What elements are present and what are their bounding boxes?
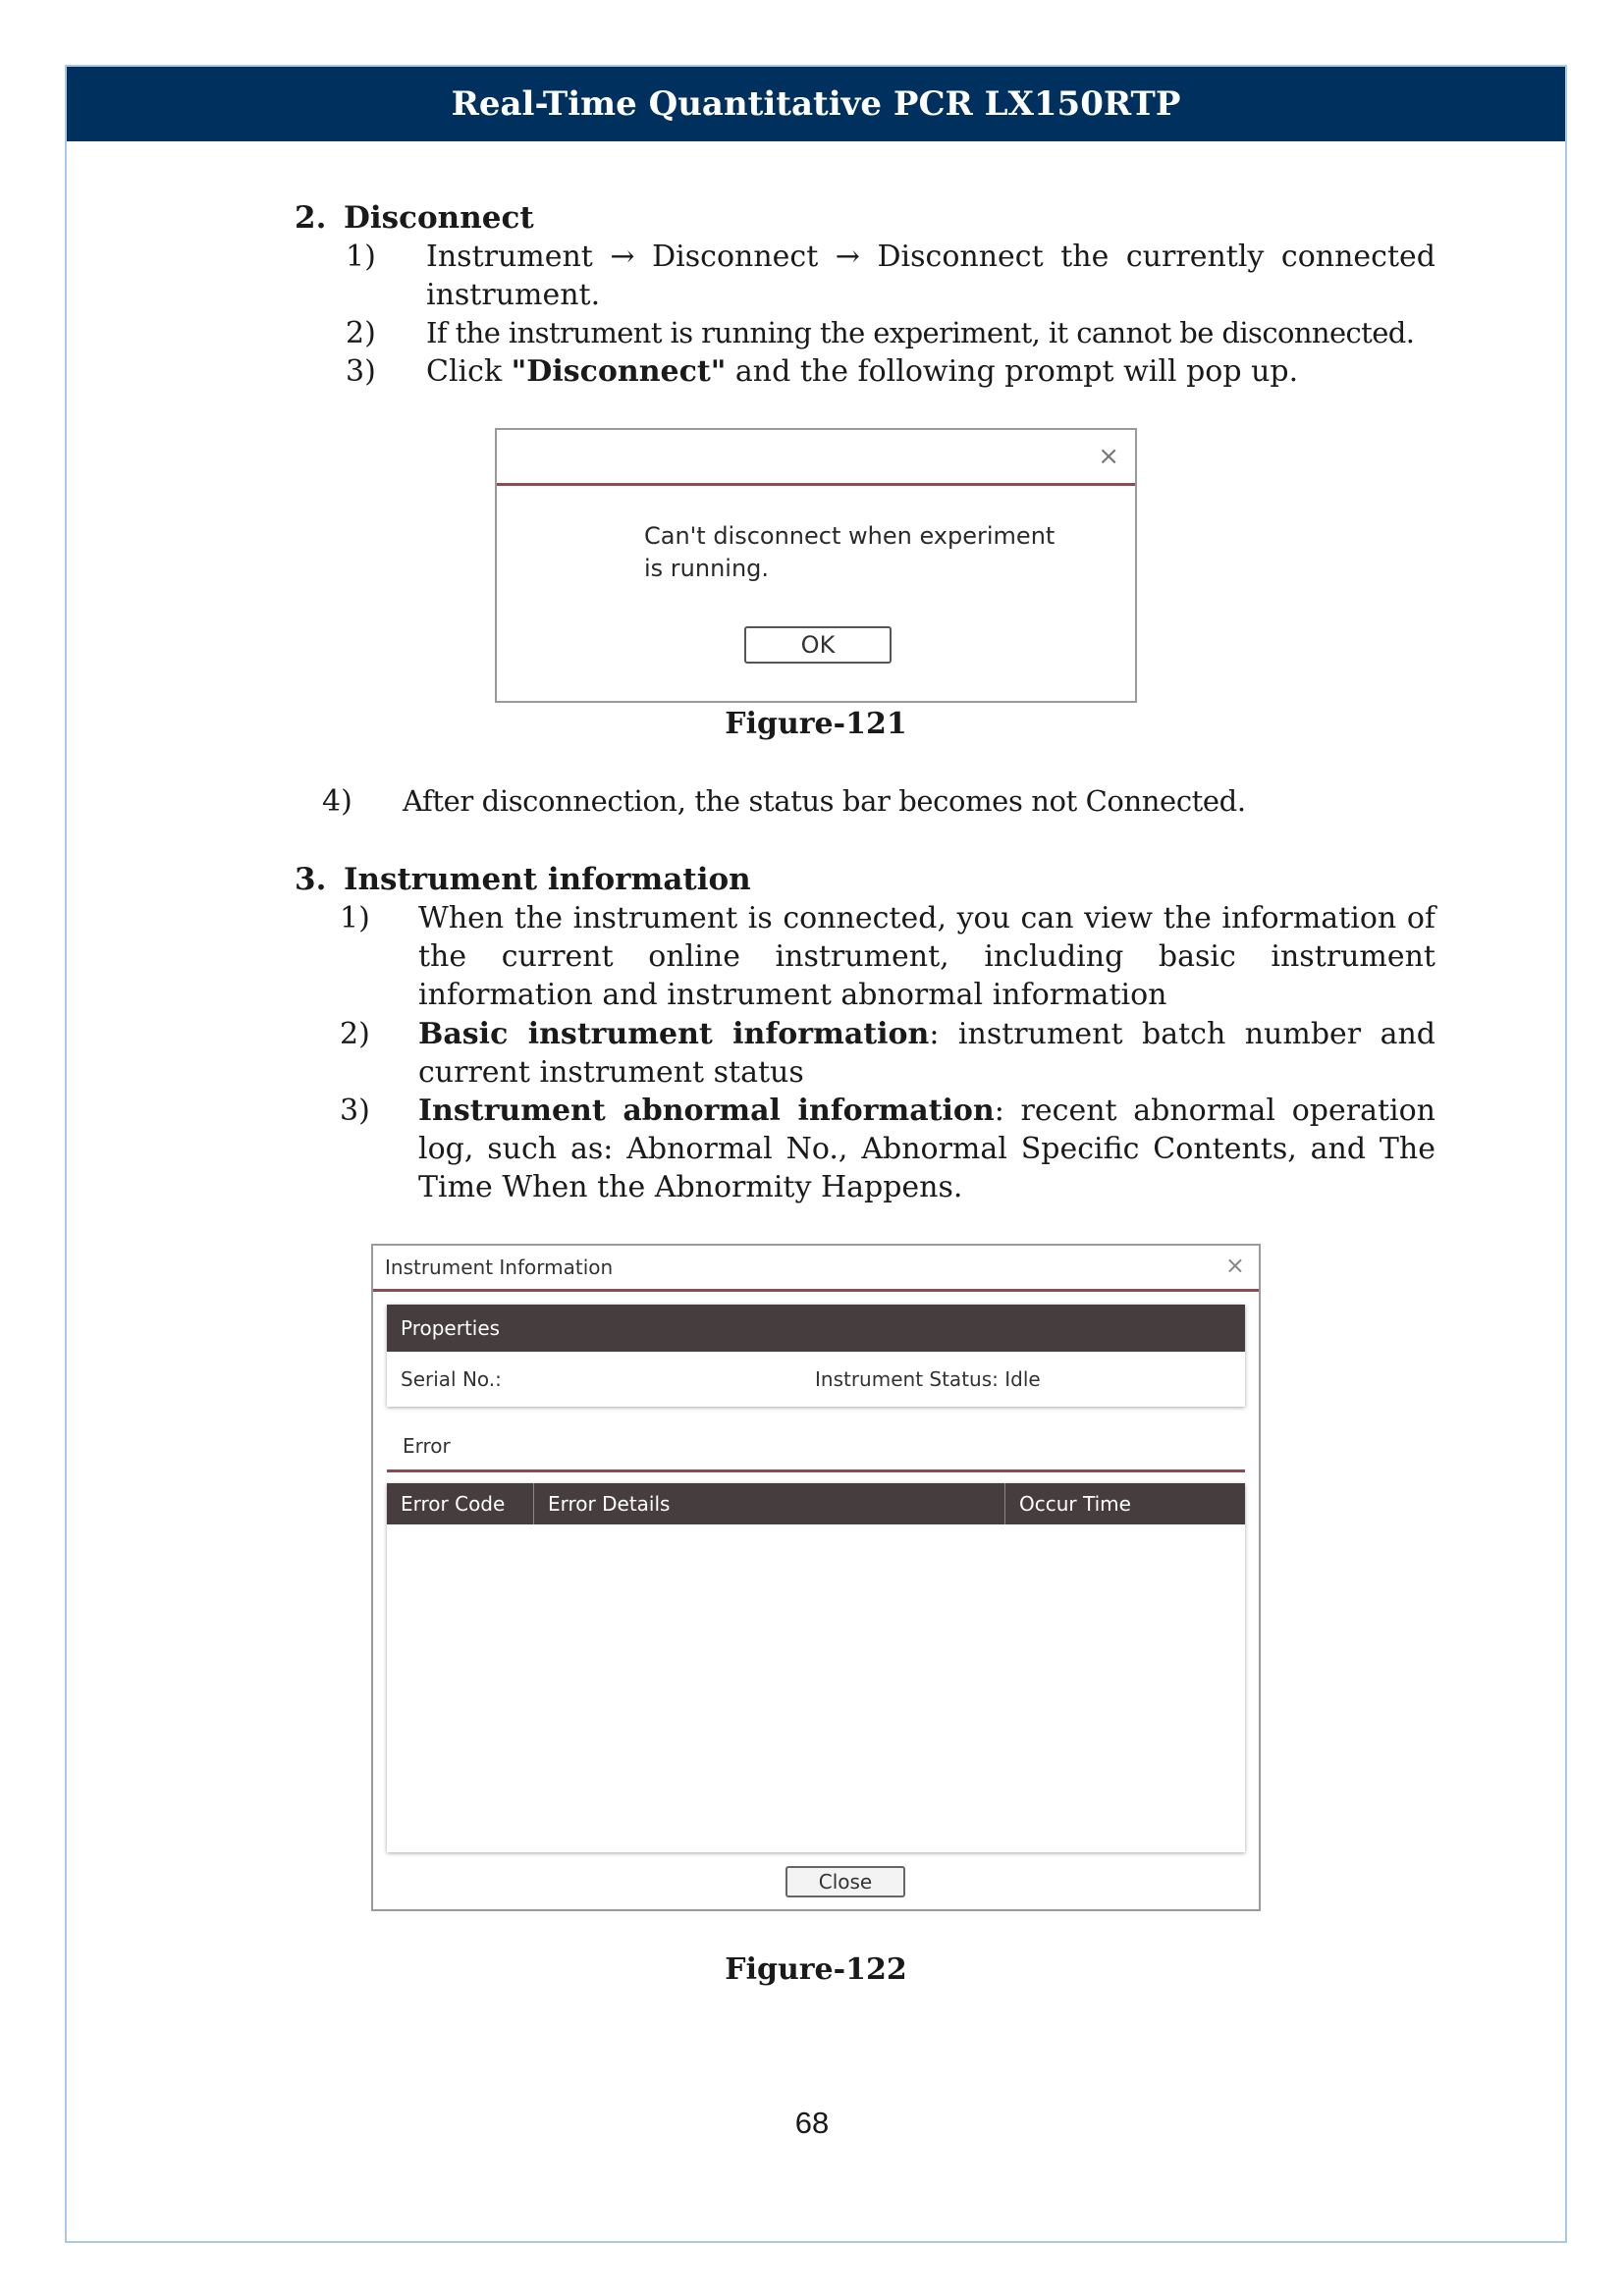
list-item xyxy=(340,1015,1435,1094)
item-number: 4) xyxy=(322,784,352,819)
item-text xyxy=(418,1092,1435,1206)
item-text-post: and the following prompt will pop up. xyxy=(726,354,1299,389)
instrument-status: Instrument Status: Idle xyxy=(815,1367,1041,1391)
page-header: Real-Time Quantitative PCR LX150RTP xyxy=(67,67,1565,141)
item-text-pre: Click xyxy=(426,354,512,389)
list-item xyxy=(346,238,1435,316)
section-2-title xyxy=(295,199,534,237)
item-text-bold: "Disconnect" xyxy=(511,354,727,389)
item-text: If the instrument is running the experiment, it cannot be disconnected. xyxy=(426,316,1415,349)
item-number: 2) xyxy=(340,1017,370,1051)
item-number: 2) xyxy=(346,316,376,350)
list-item xyxy=(340,1092,1435,1207)
ok-button[interactable]: OK xyxy=(744,626,892,664)
error-divider xyxy=(387,1469,1245,1472)
dialog-message: Can't disconnect when experiment is running. xyxy=(644,522,1056,582)
list-item xyxy=(346,352,1435,392)
properties-panel xyxy=(387,1305,1245,1407)
properties-row xyxy=(387,1352,1245,1407)
dialog-divider xyxy=(497,483,1135,486)
list-item xyxy=(346,314,1435,353)
disconnect-warning-dialog xyxy=(495,428,1137,703)
close-button[interactable]: Close xyxy=(785,1866,905,1897)
column-header-error-code[interactable]: Error Code xyxy=(387,1483,534,1524)
list-item xyxy=(322,782,1435,822)
item-number: 1) xyxy=(346,240,376,274)
dialog-divider xyxy=(373,1289,1259,1292)
instrument-information-dialog xyxy=(371,1244,1261,1911)
item-text: After disconnection, the status bar becomes not Connected. xyxy=(403,784,1246,818)
dialog-title: Instrument Information xyxy=(385,1255,614,1279)
close-icon[interactable]: × xyxy=(1224,1252,1245,1279)
section-title-text: Disconnect xyxy=(344,200,534,236)
item-text xyxy=(418,1015,1435,1092)
column-header-occur-time[interactable]: Occur Time xyxy=(1019,1492,1131,1516)
item-text-post: : recent abnormal operation log, such as: Abnormal No., Abnormal Specific Contents, and The Time When the Abnormity Happens. xyxy=(418,1094,1435,1204)
error-table-header xyxy=(387,1483,1245,1524)
section-number: 2. xyxy=(295,200,327,236)
item-text xyxy=(426,352,1435,391)
item-text-post: : instrument batch number and current instrument status xyxy=(418,1017,1435,1090)
figure-121-caption: Figure-121 xyxy=(725,707,907,741)
serial-number-label: Serial No.: xyxy=(401,1367,502,1391)
error-table[interactable] xyxy=(387,1483,1245,1852)
section-title-text: Instrument information xyxy=(344,862,751,897)
close-icon[interactable]: × xyxy=(1098,442,1119,471)
item-number: 3) xyxy=(346,354,376,389)
figure-122-caption: Figure-122 xyxy=(725,1952,907,1987)
page-number: 68 xyxy=(794,2106,830,2140)
item-text-bold: Instrument abnormal information xyxy=(418,1094,995,1128)
column-header-error-details[interactable]: Error Details xyxy=(534,1483,1005,1524)
item-text: Instrument → Disconnect → Disconnect the currently connected instrument. xyxy=(426,240,1435,312)
item-text-bold: Basic instrument information xyxy=(418,1017,930,1051)
list-item xyxy=(340,899,1435,1015)
properties-header: Properties xyxy=(387,1305,1245,1352)
item-text: When the instrument is connected, you can view the information of the current online instrument, including basic instrument information and instrument abnormal information xyxy=(418,901,1435,1012)
item-number: 1) xyxy=(340,901,370,935)
item-number: 3) xyxy=(340,1094,370,1128)
error-section-label: Error xyxy=(403,1434,451,1458)
section-3-title xyxy=(295,861,751,898)
section-number: 3. xyxy=(295,862,327,897)
